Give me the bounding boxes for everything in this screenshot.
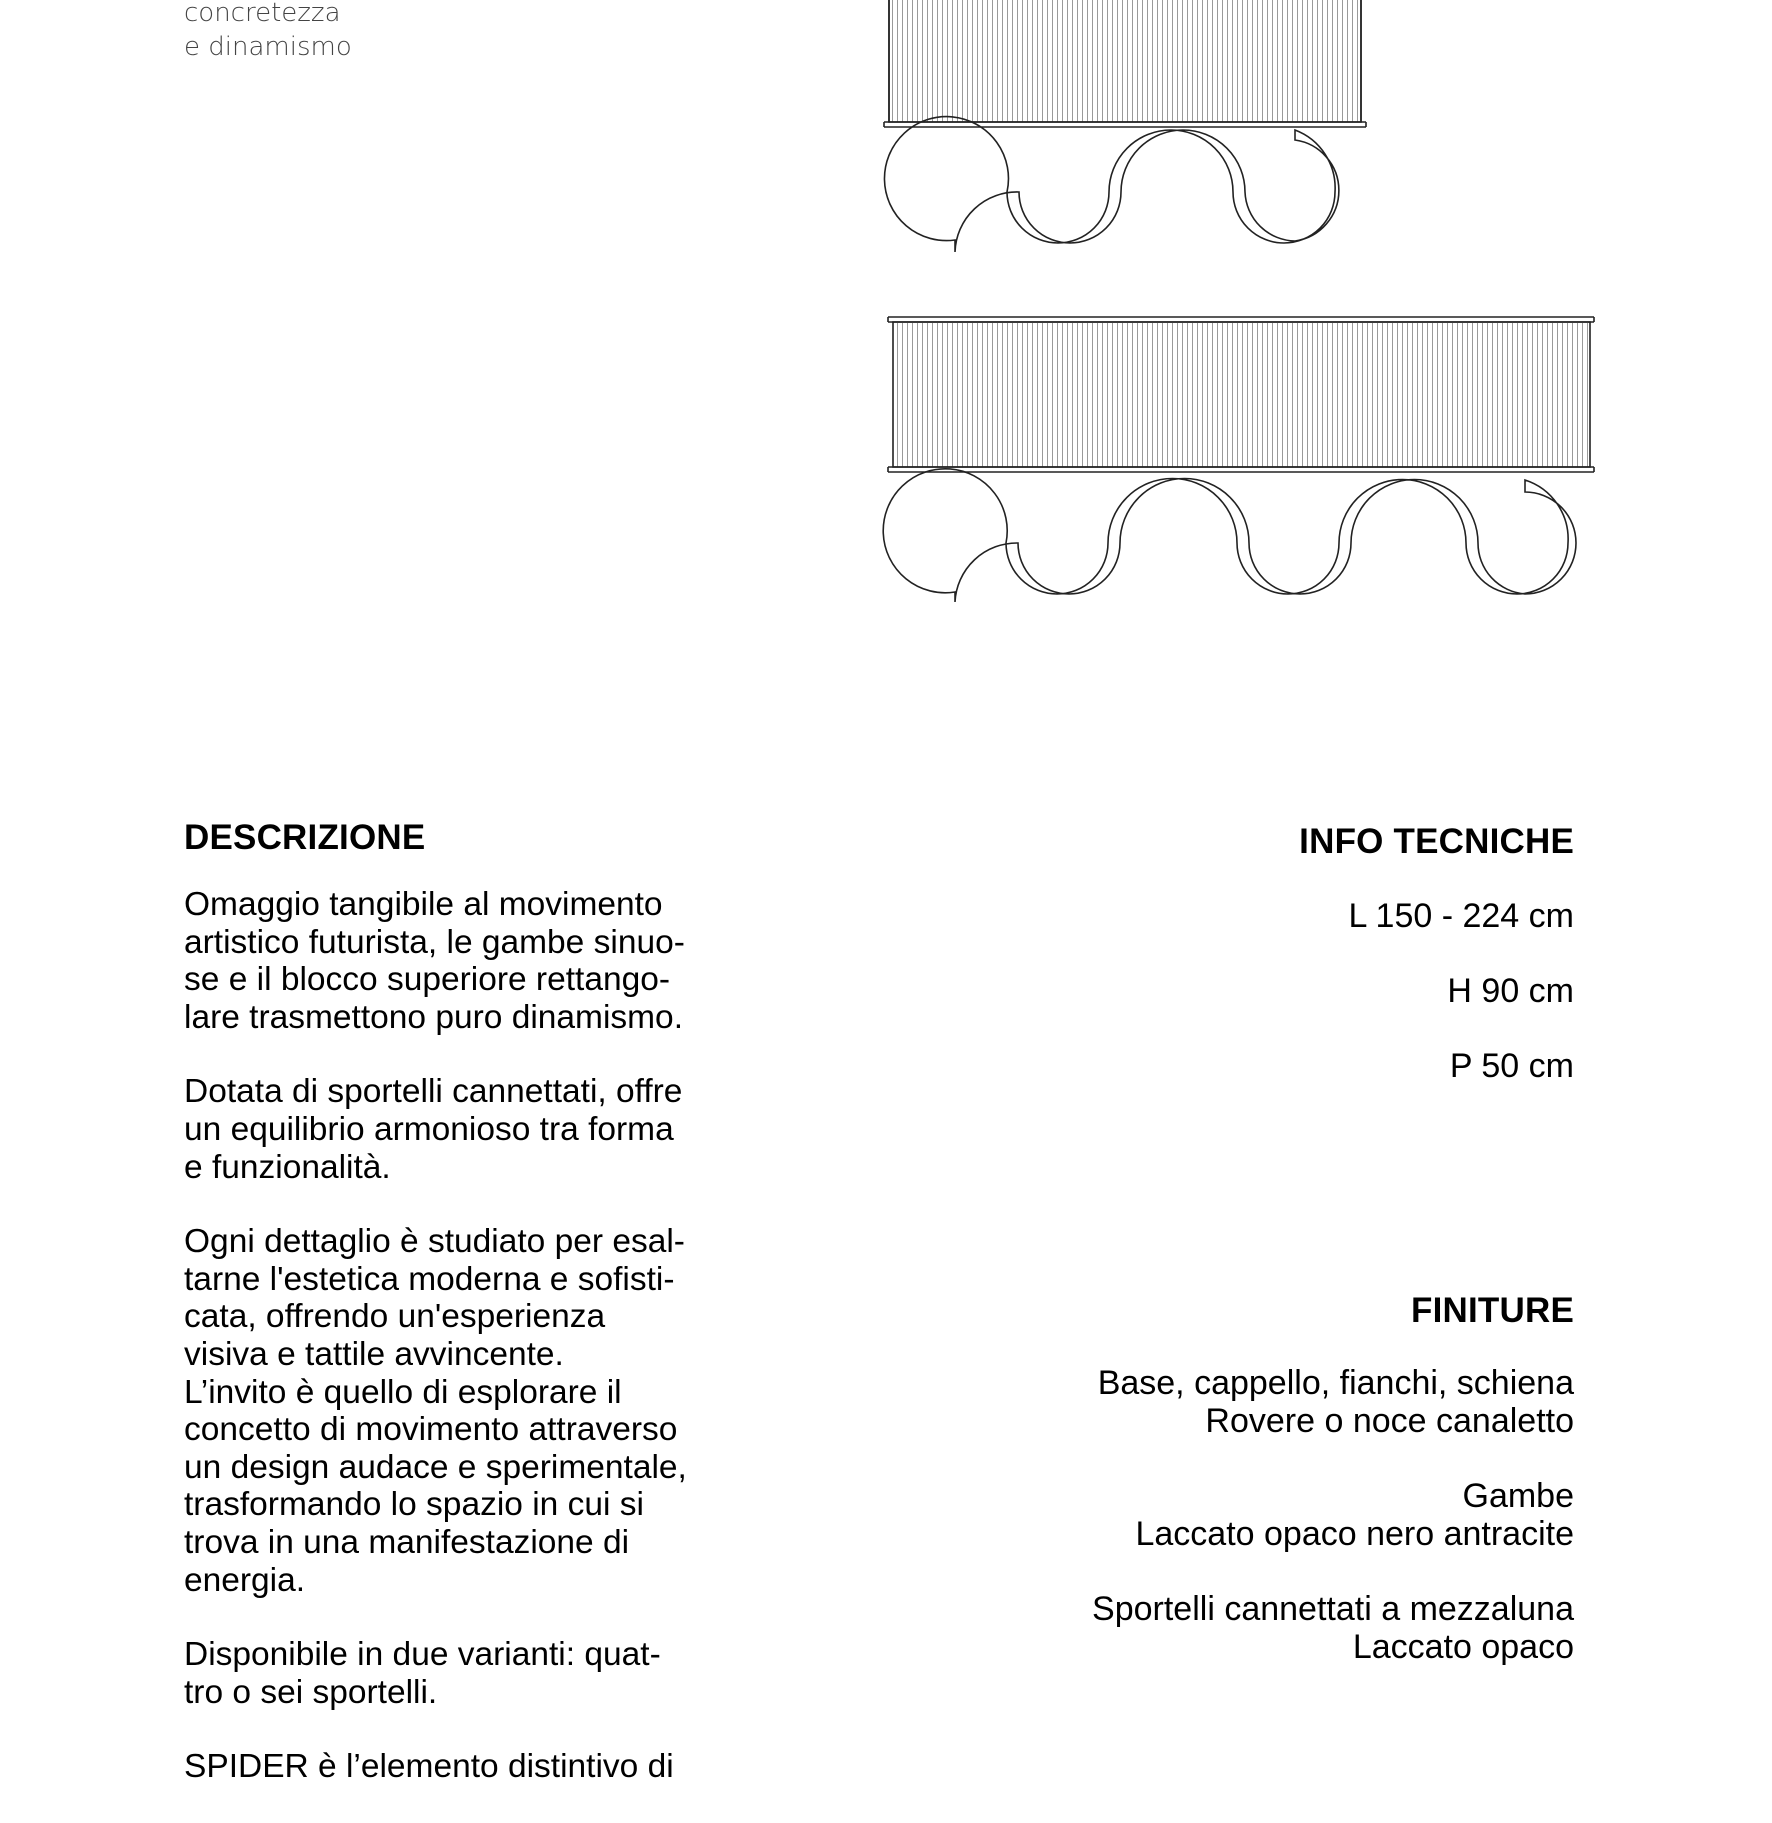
tagline-line-1: concretezza	[184, 0, 341, 28]
finish-part: Sportelli cannettati a mezzaluna	[1092, 1590, 1574, 1629]
description-paragraph-2: Dotata di sportelli cannettati, offre un equilibrio armonioso tra forma e funzionalità.	[184, 1073, 683, 1186]
dimension-height: H 90 cm	[1447, 972, 1574, 1010]
sideboard-small-body	[889, 0, 1361, 122]
description-paragraph-4: L’invito è quello di esplorare il concetto di movimento attraverso un design audace e sperimentale, trasformando lo spazio in cui si trova in una manifestazione di energia.	[184, 1373, 687, 1599]
finishes-heading: FINITURE	[1411, 1291, 1574, 1330]
tagline-line-2: e dinamismo	[184, 32, 352, 62]
finish-item	[954, 1365, 1574, 1440]
sideboard-large-drawing	[883, 317, 1594, 602]
finish-value: Laccato opaco	[1352, 1627, 1574, 1666]
description-paragraph-1: Omaggio tangibile al movimento artistico futurista, le gambe sinuo- se e il blocco superiore rettango- lare trasmettono puro dinamismo.	[184, 886, 685, 1036]
dimension-depth: P 50 cm	[1449, 1047, 1574, 1085]
description-section	[184, 818, 764, 1823]
sideboard-large-body	[893, 322, 1590, 467]
description-paragraph-6: SPIDER è l’elemento distintivo di	[184, 1748, 674, 1786]
finish-value: Rovere o noce canaletto	[1205, 1401, 1574, 1440]
description-heading: DESCRIZIONE	[184, 818, 426, 857]
finish-item	[954, 1478, 1574, 1553]
description-paragraph-5: Disponibile in due varianti: quat- tro o sei sportelli.	[184, 1636, 661, 1711]
dimension-length: L 150 - 224 cm	[1348, 897, 1574, 935]
description-paragraph-3: Ogni dettaglio è studiato per esal- tarne l'estetica moderna e sofisti- cata, offrendo un'esperienza visiva e tattile avvincente.	[184, 1223, 685, 1373]
info-heading: INFO TECNICHE	[1299, 822, 1574, 861]
specs-section	[954, 822, 1574, 1705]
finish-item	[954, 1591, 1574, 1666]
furniture-drawings	[0, 0, 1772, 700]
finish-part: Gambe	[1462, 1477, 1574, 1516]
sideboard-small-drawing	[884, 0, 1366, 252]
finish-part: Base, cappello, fianchi, schiena	[1097, 1364, 1574, 1402]
sideboard-small-legs	[884, 117, 1338, 252]
sideboard-large-legs	[883, 469, 1576, 602]
finish-value: Laccato opaco nero antracite	[1135, 1514, 1574, 1553]
